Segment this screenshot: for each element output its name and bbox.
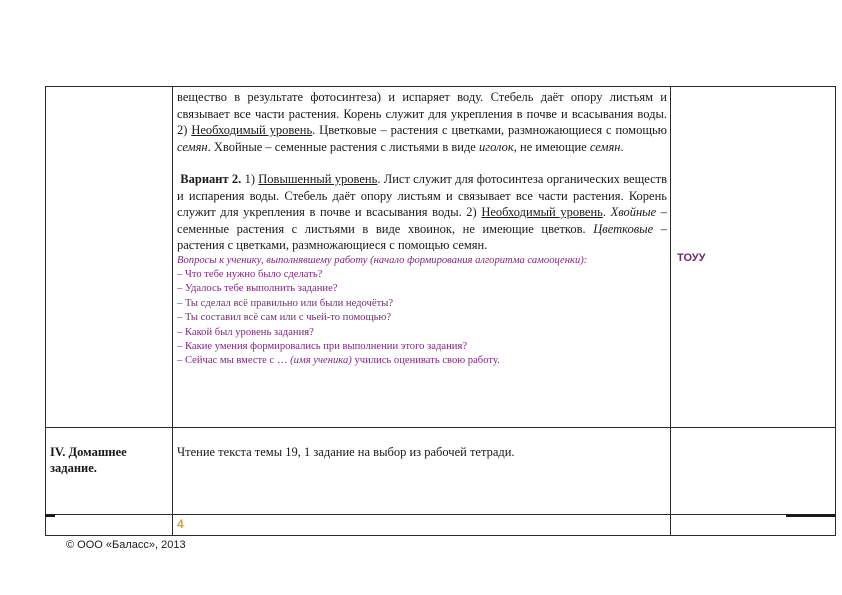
lesson-table	[45, 86, 836, 536]
question-item: – Удалось тебе выполнить задание?	[177, 283, 338, 295]
question-item: – Что тебе нужно было сделать?	[177, 268, 323, 280]
table-edge-mark	[45, 514, 55, 517]
homework-uud-cell	[671, 428, 836, 515]
question-item: – Ты составил всё сам или с чьей-то помощью?	[177, 312, 392, 324]
question-item-last: – Сейчас мы вместе с … (имя ученика) учились оценивать свою работу.	[177, 355, 500, 367]
homework-content-cell	[173, 428, 671, 515]
answer-paragraph-2: Вариант 2. 1) Повышенный уровень. Лист служит для фотосинтеза органических веществ и испарения воды. Стебель даёт опору листьям и связывает все части растения. Корень служит для укрепления в почве и всасывания воды. 2) Необходимый уровень. Хвойные – семенные растения с листьями в виде хвоинок, не имеющие цветков. Цветковые – растения с цветками, размножающиеся с помощью семян.	[177, 172, 668, 252]
table-edge-mark	[786, 514, 835, 517]
homework-title: IV. Домашнее задание.	[50, 445, 127, 475]
homework-stage-cell	[46, 428, 173, 515]
empty-cell	[671, 515, 836, 536]
table-row	[46, 428, 836, 515]
questions-heading: Вопросы к ученику, выполнявшему работу (начало формирования алгоритма самооценки):	[177, 254, 588, 266]
stage-cell	[46, 87, 173, 428]
answer-paragraph-1: вещество в результате фотосинтеза) и испаряет воду. Стебель даёт опору листьям и связывает все части растения. Корень служит для укрепления в почве и всасывания воды. 2) Необходимый уровень. Цветковые – растения с цветками, размножающиеся с помощью семян. Хвойные – семенные растения с листьями в виде иголок, не имеющие семян.	[177, 90, 667, 154]
content-cell	[173, 87, 671, 428]
page-number: 4	[177, 517, 184, 531]
uud-cell	[671, 87, 836, 428]
empty-cell	[46, 515, 173, 536]
copyright-footer: © ООО «Баласс», 2013	[66, 539, 186, 551]
question-item: – Ты сделал всё правильно или были недочёты?	[177, 297, 394, 309]
homework-text: Чтение текста темы 19, 1 задание на выбор из рабочей тетради.	[177, 445, 515, 459]
table-row	[46, 515, 836, 536]
page-number-cell	[173, 515, 671, 536]
question-item: – Какие умения формировались при выполнении этого задания?	[177, 340, 468, 352]
question-item: – Какой был уровень задания?	[177, 326, 314, 338]
uud-label: ТОУУ	[677, 252, 706, 264]
table-row	[46, 87, 836, 428]
